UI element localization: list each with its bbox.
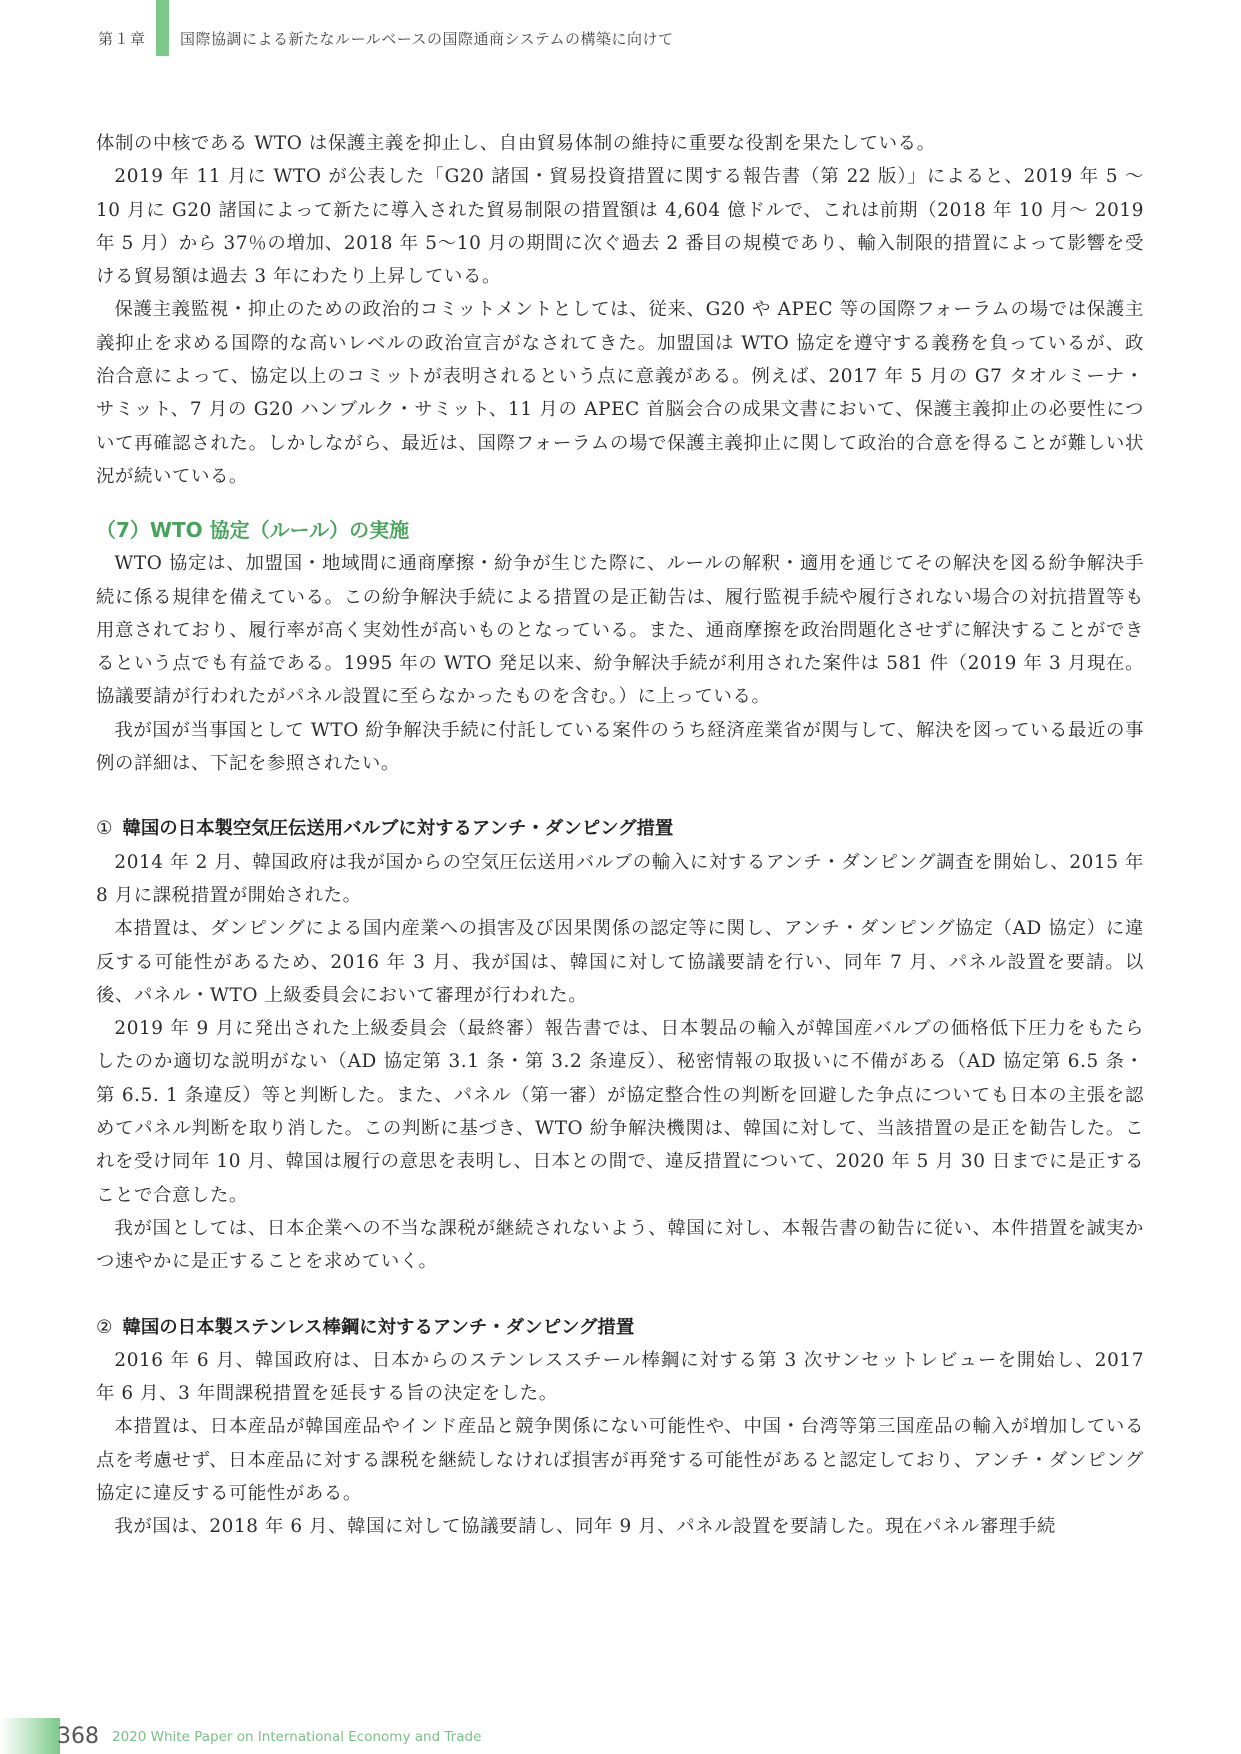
paragraph: 本措置は、日本産品が韓国産品やインド産品と競争関係にない可能性や、中国・台湾等第三国産品の輸入が増加している点を考慮せず、日本産品に対する課税を継続しなければ損害が再発する可能性があると認定しており、アンチ・ダンピング協定に違反する可能性がある。 (96, 1416, 1144, 1504)
chapter-label: 第１章 (98, 30, 147, 48)
paragraph: 2019 年 11 月に WTO が公表した「G20 諸国・貿易投資措置に関する報告書（第 22 版）」によると、2019 年 5 〜10 月に G20 諸国によって新たに導入された貿易制限の措置額は 4,604 億ドルで、これは前期（2018 年 10 月〜 2019 年 5 月）から 37％の増加、2018 年 5〜10 月の期間に次ぐ過去 2 番目の規模であり、輸入制限的措置によって影響を受ける貿易額は過去 3 年にわたり上昇している。 (96, 166, 1144, 288)
publication-title: 2020 White Paper on International Economy and Trade (112, 1729, 482, 1745)
paragraph: 我が国が当事国として WTO 紛争解決手続に付託している案件のうち経済産業省が関与して、解決を図っている最近の事例の詳細は、下記を参照されたい。 (96, 719, 1144, 775)
paragraph: 2014 年 2 月、韓国政府は我が国からの空気圧伝送用バルブの輸入に対するアンチ・ダンピング調査を開始し、2015 年 8 月に課税措置が開始された。 (96, 851, 1144, 906)
paragraph: 我が国としては、日本企業への不当な課税が継続されないよう、韓国に対し、本報告書の勧告に従い、本件措置を誠実かつ速やかに是正することを求めていく。 (96, 1217, 1144, 1273)
case-heading (96, 1311, 1144, 1344)
section-heading: （7）WTO 協定（ルール）の実施 (96, 518, 410, 543)
paragraph: 2016 年 6 月、韓国政府は、日本からのステンレススチール棒鋼に対する第 3 次サンセットレビューを開始し、2017 年 6 月、3 年間課税措置を延長する旨の決定をした。 (96, 1349, 1144, 1405)
case-title: 韓国の日本製空気圧伝送用バルブに対するアンチ・ダンピング措置 (122, 818, 674, 840)
paragraph: 保護主義監視・抑止のための政治的コミットメントとしては、従来、G20 や APEC 等の国際フォーラムの場では保護主義抑止を求める国際的な高いレベルの政治宣言がなされてきた。加盟国は WTO 協定を遵守する義務を負っているが、政治合意によって、協定以上のコミットが表明されるという点に意義がある。例えば、2017 年 5 月の G7 タオルミーナ・サミット、7 月の G20 ハンブルク・サミット、11 月の APEC 首脳会合の成果文書において、保護主義抑止の必要性について再確認された。しかしながら、最近は、国際フォーラムの場で保護主義抑止に関して政治的合意を得ることが難しい状況が続いている。 (96, 299, 1144, 487)
paragraph: WTO 協定は、加盟国・地域間に通商摩擦・紛争が生じた際に、ルールの解釈・適用を通じてその解決を図る紛争解決手続に係る規律を備えている。この紛争解決手続による措置の是正勧告は、履行監視手続や履行されない場合の対抗措置等も用意されており、履行率が高く実効性が高いものとなっている。また、通商摩擦を政治問題化させずに解決することができるという点でも有益である。1995 年の WTO 発足以来、紛争解決手続が利用された案件は 581 件（2019 年 3 月現在。協議要請が行われたがパネル設置に至らなかったものを含む。）に上っている。 (96, 553, 1144, 708)
case-number: ① (96, 818, 113, 840)
paragraph: 体制の中核である WTO は保護主義を抑止し、自由貿易体制の維持に重要な役割を果たしている。 (96, 133, 936, 154)
running-header-title: 国際協調による新たなルールベースの国際通商システムの構築に向けて (180, 30, 674, 48)
paragraph: 我が国は、2018 年 6 月、韓国に対して協議要請し、同年 9 月、パネル設置を要請した。現在パネル審理手続 (114, 1516, 1057, 1538)
paragraph: 本措置は、ダンピングによる国内産業への損害及び因果関係の認定等に関し、アンチ・ダンピング協定（AD 協定）に違反する可能性があるため、2016 年 3 月、我が国は、韓国に対して協議要請を行い、同年 7 月、パネル設置を要請。以後、パネル・WTO 上級委員会において審理が行われた。 (96, 918, 1144, 1006)
paragraph: 2019 年 9 月に発出された上級委員会（最終審）報告書では、日本製品の輸入が韓国産バルブの価格低下圧力をもたらしたのか適切な説明がない（AD 協定第 3.1 条・第 3.2 条違反）、秘密情報の取扱いに不備がある（AD 協定第 6.5 条・第 6.5. 1 条違反）等と判断した。また、パネル（第一審）が協定整合性の判断を回避した争点についても日本の主張を認めてパネル判断を取り消した。この判断に基づき、WTO 紛争解決機関は、韓国に対して、当該措置の是正を勧告した。これを受け同年 10 月、韓国は履行の意思を表明し、日本との間で、違反措置について、2020 年 5 月 30 日までに是正することで合意した。 (96, 1018, 1144, 1206)
page-number: 368 (57, 1724, 99, 1749)
main-content (96, 127, 1144, 1544)
case-title: 韓国の日本製ステンレス棒鋼に対するアンチ・ダンピング措置 (122, 1316, 635, 1338)
chapter-accent-bar (156, 0, 169, 56)
case-heading (96, 812, 1144, 845)
footer-accent-bar (0, 1718, 60, 1754)
case-number: ② (96, 1316, 113, 1338)
page-header (0, 0, 1241, 60)
